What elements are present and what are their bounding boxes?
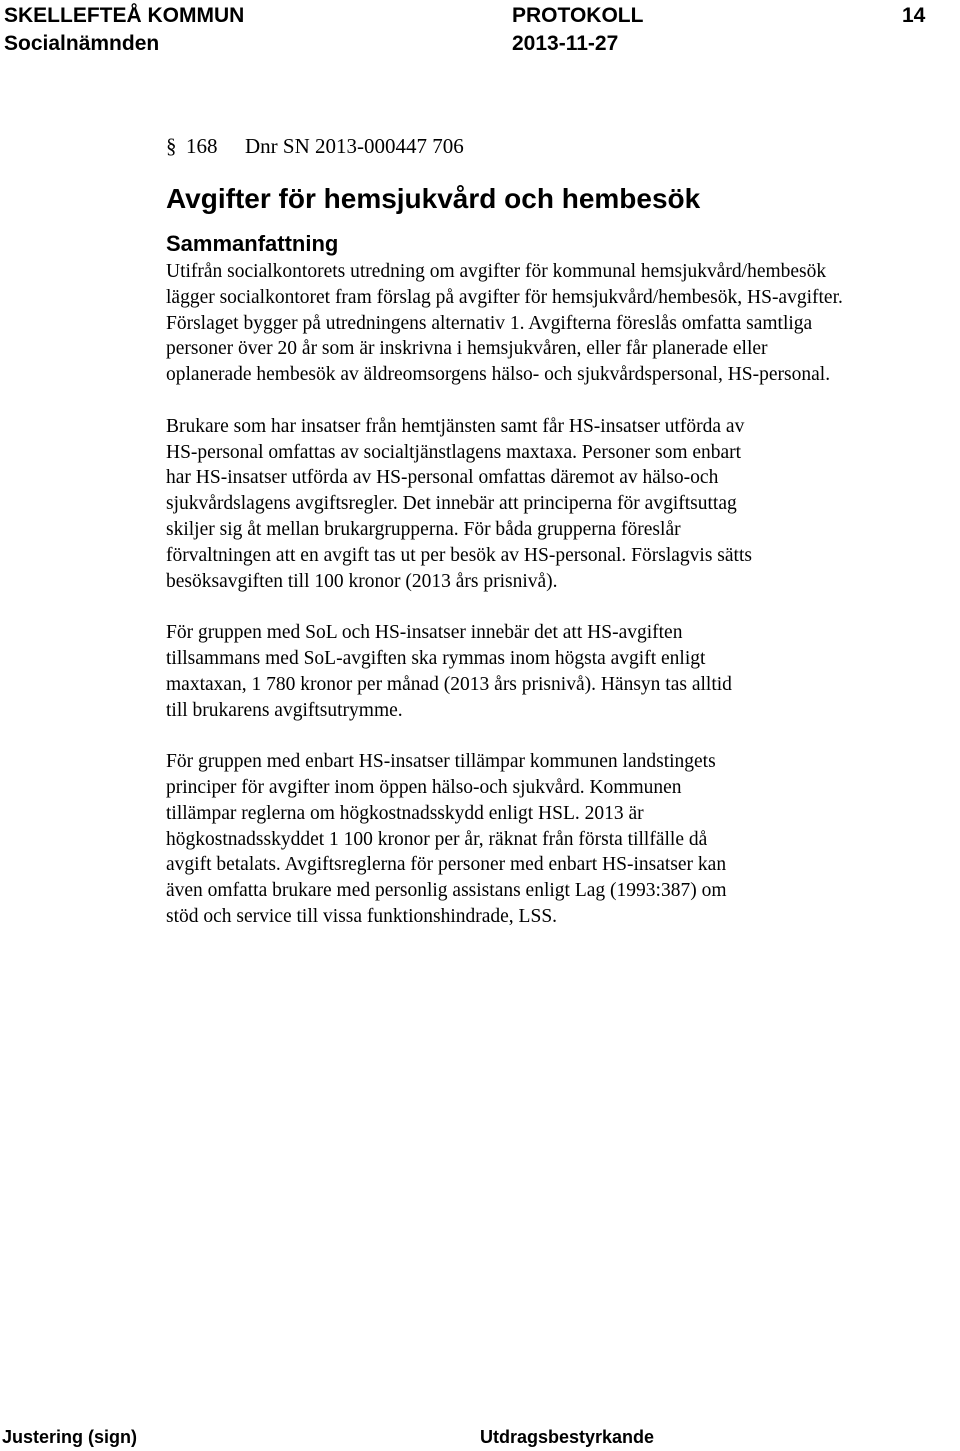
case-reference xyxy=(166,132,464,160)
text-line: sjukvårdslagens avgiftsregler. Det innebär att principerna för avgiftsuttag xyxy=(166,493,737,515)
text-line: HS-personal omfattas av socialtjänstlagens maxtaxa. Personer som enbart xyxy=(166,441,742,463)
diary-number: Dnr SN 2013-000447 706 xyxy=(245,134,464,158)
text-line: maxtaxan, 1 780 kronor per månad (2013 års prisnivå). Hänsyn tas alltid xyxy=(166,673,732,695)
text-line: har HS-insatser utförda av HS-personal omfattas däremot av hälso-och xyxy=(166,467,719,489)
text-line: stöd och service till vissa funktionshindrade, LSS. xyxy=(166,905,558,927)
paragraph xyxy=(166,620,876,723)
municipality-name: SKELLEFTEÅ KOMMUN xyxy=(4,4,245,27)
text-line: För gruppen med enbart HS-insatser tillämpar kommunen landstingets xyxy=(166,751,716,773)
signature-label: Justering (sign) xyxy=(2,1427,138,1447)
text-line: högkostnadsskyddet 1 100 kronor per år, räknat från första tillfälle då xyxy=(166,828,708,850)
text-line: För gruppen med SoL och HS-insatser innebär det att HS-avgiften xyxy=(166,622,683,644)
section-symbol: § xyxy=(166,134,177,158)
paragraph xyxy=(166,414,876,595)
paragraph xyxy=(166,749,876,930)
text-line: principer för avgifter inom öppen hälso-och sjukvård. Kommunen xyxy=(166,776,682,798)
text-line: även omfatta brukare med personlig assistans enligt Lag (1993:387) om xyxy=(166,880,727,902)
text-line: skiljer sig åt mellan brukargrupperna. För båda grupperna föreslår xyxy=(166,518,681,540)
text-line: tillämpar reglerna om högkostnadsskydd enligt HSL. 2013 är xyxy=(166,802,644,824)
document-type: PROTOKOLL xyxy=(512,4,644,27)
section-number: 168 xyxy=(186,134,218,158)
text-line: personer över 20 år som är inskrivna i hemsjukvåren, eller får planerade eller xyxy=(166,338,768,360)
page-title: Avgifter för hemsjukvård och hembesök xyxy=(166,183,701,214)
page-number: 14 xyxy=(902,4,926,27)
text-line: Brukare som har insatser från hemtjänsten samt får HS-insatser utförda av xyxy=(166,415,745,437)
extract-certification-label: Utdragsbestyrkande xyxy=(480,1427,655,1447)
text-line: Förslaget bygger på utredningens alternativ 1. Avgifterna föreslås omfatta samtliga xyxy=(166,312,813,334)
meeting-date: 2013-11-27 xyxy=(512,32,619,55)
section-heading: Sammanfattning xyxy=(166,231,339,256)
text-line: besöksavgiften till 100 kronor (2013 års prisnivå). xyxy=(166,570,558,592)
paragraph xyxy=(166,259,876,388)
document-body xyxy=(166,259,876,956)
text-line: Utifrån socialkontorets utredning om avgifter för kommunal hemsjukvård/hembesök xyxy=(166,261,827,282)
text-line: förvaltningen att en avgift tas ut per besök av HS-personal. Förslagvis sätts xyxy=(166,544,752,566)
committee-name: Socialnämnden xyxy=(4,32,160,55)
text-line: till brukarens avgiftsutrymme. xyxy=(166,699,403,721)
text-line: lägger socialkontoret fram förslag på avgifter för hemsjukvård/hembesök, HS-avgifter. xyxy=(166,286,843,308)
text-line: tillsammans med SoL-avgiften ska rymmas inom högsta avgift enligt xyxy=(166,647,706,669)
text-line: avgift betalats. Avgiftsreglerna för personer med enbart HS-insatser kan xyxy=(166,854,727,876)
text-line: oplanerade hembesök av äldreomsorgens hälso- och sjukvårdspersonal, HS-personal. xyxy=(166,364,831,386)
